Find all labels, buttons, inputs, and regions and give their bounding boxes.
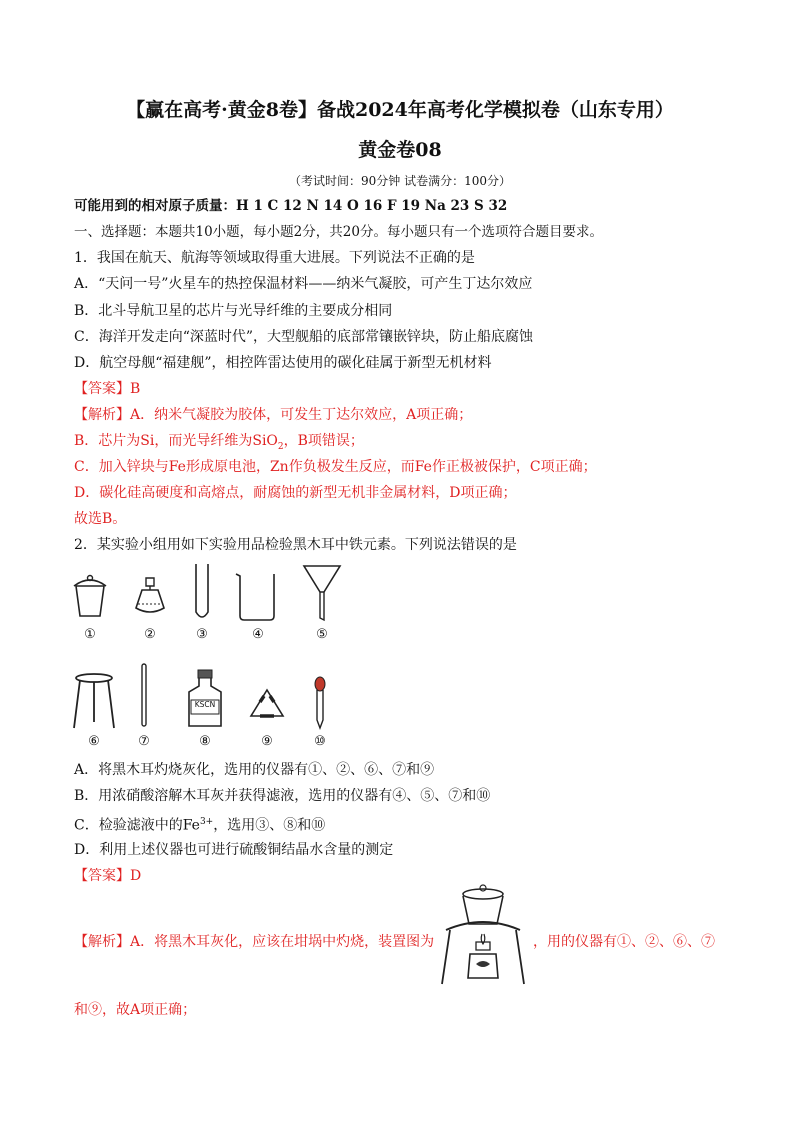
q2-option-b: B．用浓硝酸溶解木耳灰并获得滤液，选用的仪器有④、⑤、⑦和⑩ [74, 788, 491, 804]
q1-analysis-b [74, 431, 364, 457]
q2-analysis-a-cont: ，用的仪器有①、②、⑥、⑦ [533, 934, 715, 950]
q2-option-a: A．将黑木耳灼烧灰化，选用的仪器有①、②、⑥、⑦和⑨ [74, 762, 435, 778]
q1-option-a: A．“天问一号”火星车的热控保温材料——纳米气凝胶，可产生丁达尔效应 [74, 276, 533, 292]
q2-option-c [74, 812, 325, 836]
q2-answer: 【答案】D [74, 868, 142, 884]
q2-option-c-text: C．检验滤液中的Fe [74, 817, 200, 834]
instrument-number-7: ⑦ [138, 734, 150, 749]
analysis-label: 【解析】 [74, 934, 130, 950]
bottle-label: KSCN [194, 700, 216, 709]
q2-analysis-a [74, 932, 434, 952]
crucible-heating-apparatus-icon [436, 884, 530, 986]
q1-option-c: C．海洋开发走向“深蓝时代”，大型舰船的底部常镶嵌锌块，防止船底腐蚀 [74, 329, 534, 345]
funnel-icon [302, 562, 342, 622]
dropper-icon [310, 676, 330, 730]
q2-option-d: D．利用上述仪器也可进行硫酸铜结晶水含量的测定 [74, 842, 394, 858]
q1-option-b: B．北斗导航卫星的芯片与光导纤维的主要成分相同 [74, 303, 393, 319]
q1-analysis-d: D．碳化硅高硬度和高熔点，耐腐蚀的新型无机非金属材料，D项正确； [74, 485, 517, 501]
q2-analysis-a-text: A．将黑木耳灰化，应该在坩埚中灼烧，装置图为 [130, 934, 435, 950]
tripod-icon [72, 670, 116, 730]
atomic-masses: 可能用到的相对原子质量：H 1 C 12 N 14 O 16 F 19 Na 23 S 32 [74, 198, 508, 214]
exam-info: （考试时间：90分钟 试卷满分：100分） [289, 174, 511, 188]
beaker-icon [234, 570, 278, 622]
q1-stem: 1．我国在航天、航海等领域取得重大进展。下列说法不正确的是 [74, 250, 475, 266]
q1-analysis-a [74, 405, 472, 425]
reagent-bottle-icon [185, 668, 225, 730]
document-title: 【赢在高考·黄金8卷】备战2024年高考化学模拟卷（山东专用） [126, 99, 674, 121]
subscript: 2 [277, 441, 284, 452]
instrument-number-5: ⑤ [316, 627, 328, 642]
instrument-number-9: ⑨ [261, 734, 273, 749]
q2-stem: 2．某实验小组用如下实验用品检验黑木耳中铁元素。下列说法错误的是 [74, 537, 517, 553]
q1-analysis-a-text: A．纳米气凝胶为胶体，可发生丁达尔效应，A项正确； [130, 407, 473, 423]
instrument-number-6: ⑥ [88, 734, 100, 749]
instrument-number-1: ① [84, 627, 96, 642]
instrument-number-2: ② [144, 627, 156, 642]
q1-analysis-b-text: B．芯片为Si，而光导纤维为SiO [74, 433, 278, 449]
alcohol-lamp-icon [130, 574, 170, 620]
q1-analysis-c: C．加入锌块与Fe形成原电池，Zn作负极发生反应，而Fe作正极被保护，C项正确； [74, 459, 597, 475]
analysis-label: 【解析】 [74, 407, 130, 423]
q1-option-d: D．航空母舰“福建舰”，相控阵雷达使用的碳化硅属于新型无机材料 [74, 355, 492, 371]
crucible-icon [70, 572, 110, 622]
superscript: 3+ [199, 817, 214, 827]
q1-analysis-b-tail: ，B项错误； [283, 433, 364, 449]
glass-rod-icon [140, 662, 148, 728]
q1-answer: 【答案】B [74, 381, 141, 397]
instrument-number-4: ④ [252, 627, 264, 642]
clay-triangle-icon [248, 686, 286, 722]
document-subtitle: 黄金卷08 [358, 139, 442, 161]
q2-option-c-tail: ，选用③、⑧和⑩ [213, 817, 326, 834]
instrument-number-10: ⑩ [314, 734, 326, 749]
section-heading: 一、选择题：本题共10小题，每小题2分，共20分。每小题只有一个选项符合题目要求。 [74, 224, 603, 240]
q1-conclusion: 故选B。 [74, 511, 127, 527]
q2-analysis-a-end: 和⑨，故A项正确； [74, 1002, 197, 1018]
instrument-number-3: ③ [196, 627, 208, 642]
instrument-number-8: ⑧ [199, 734, 211, 749]
test-tube-icon [192, 562, 212, 622]
